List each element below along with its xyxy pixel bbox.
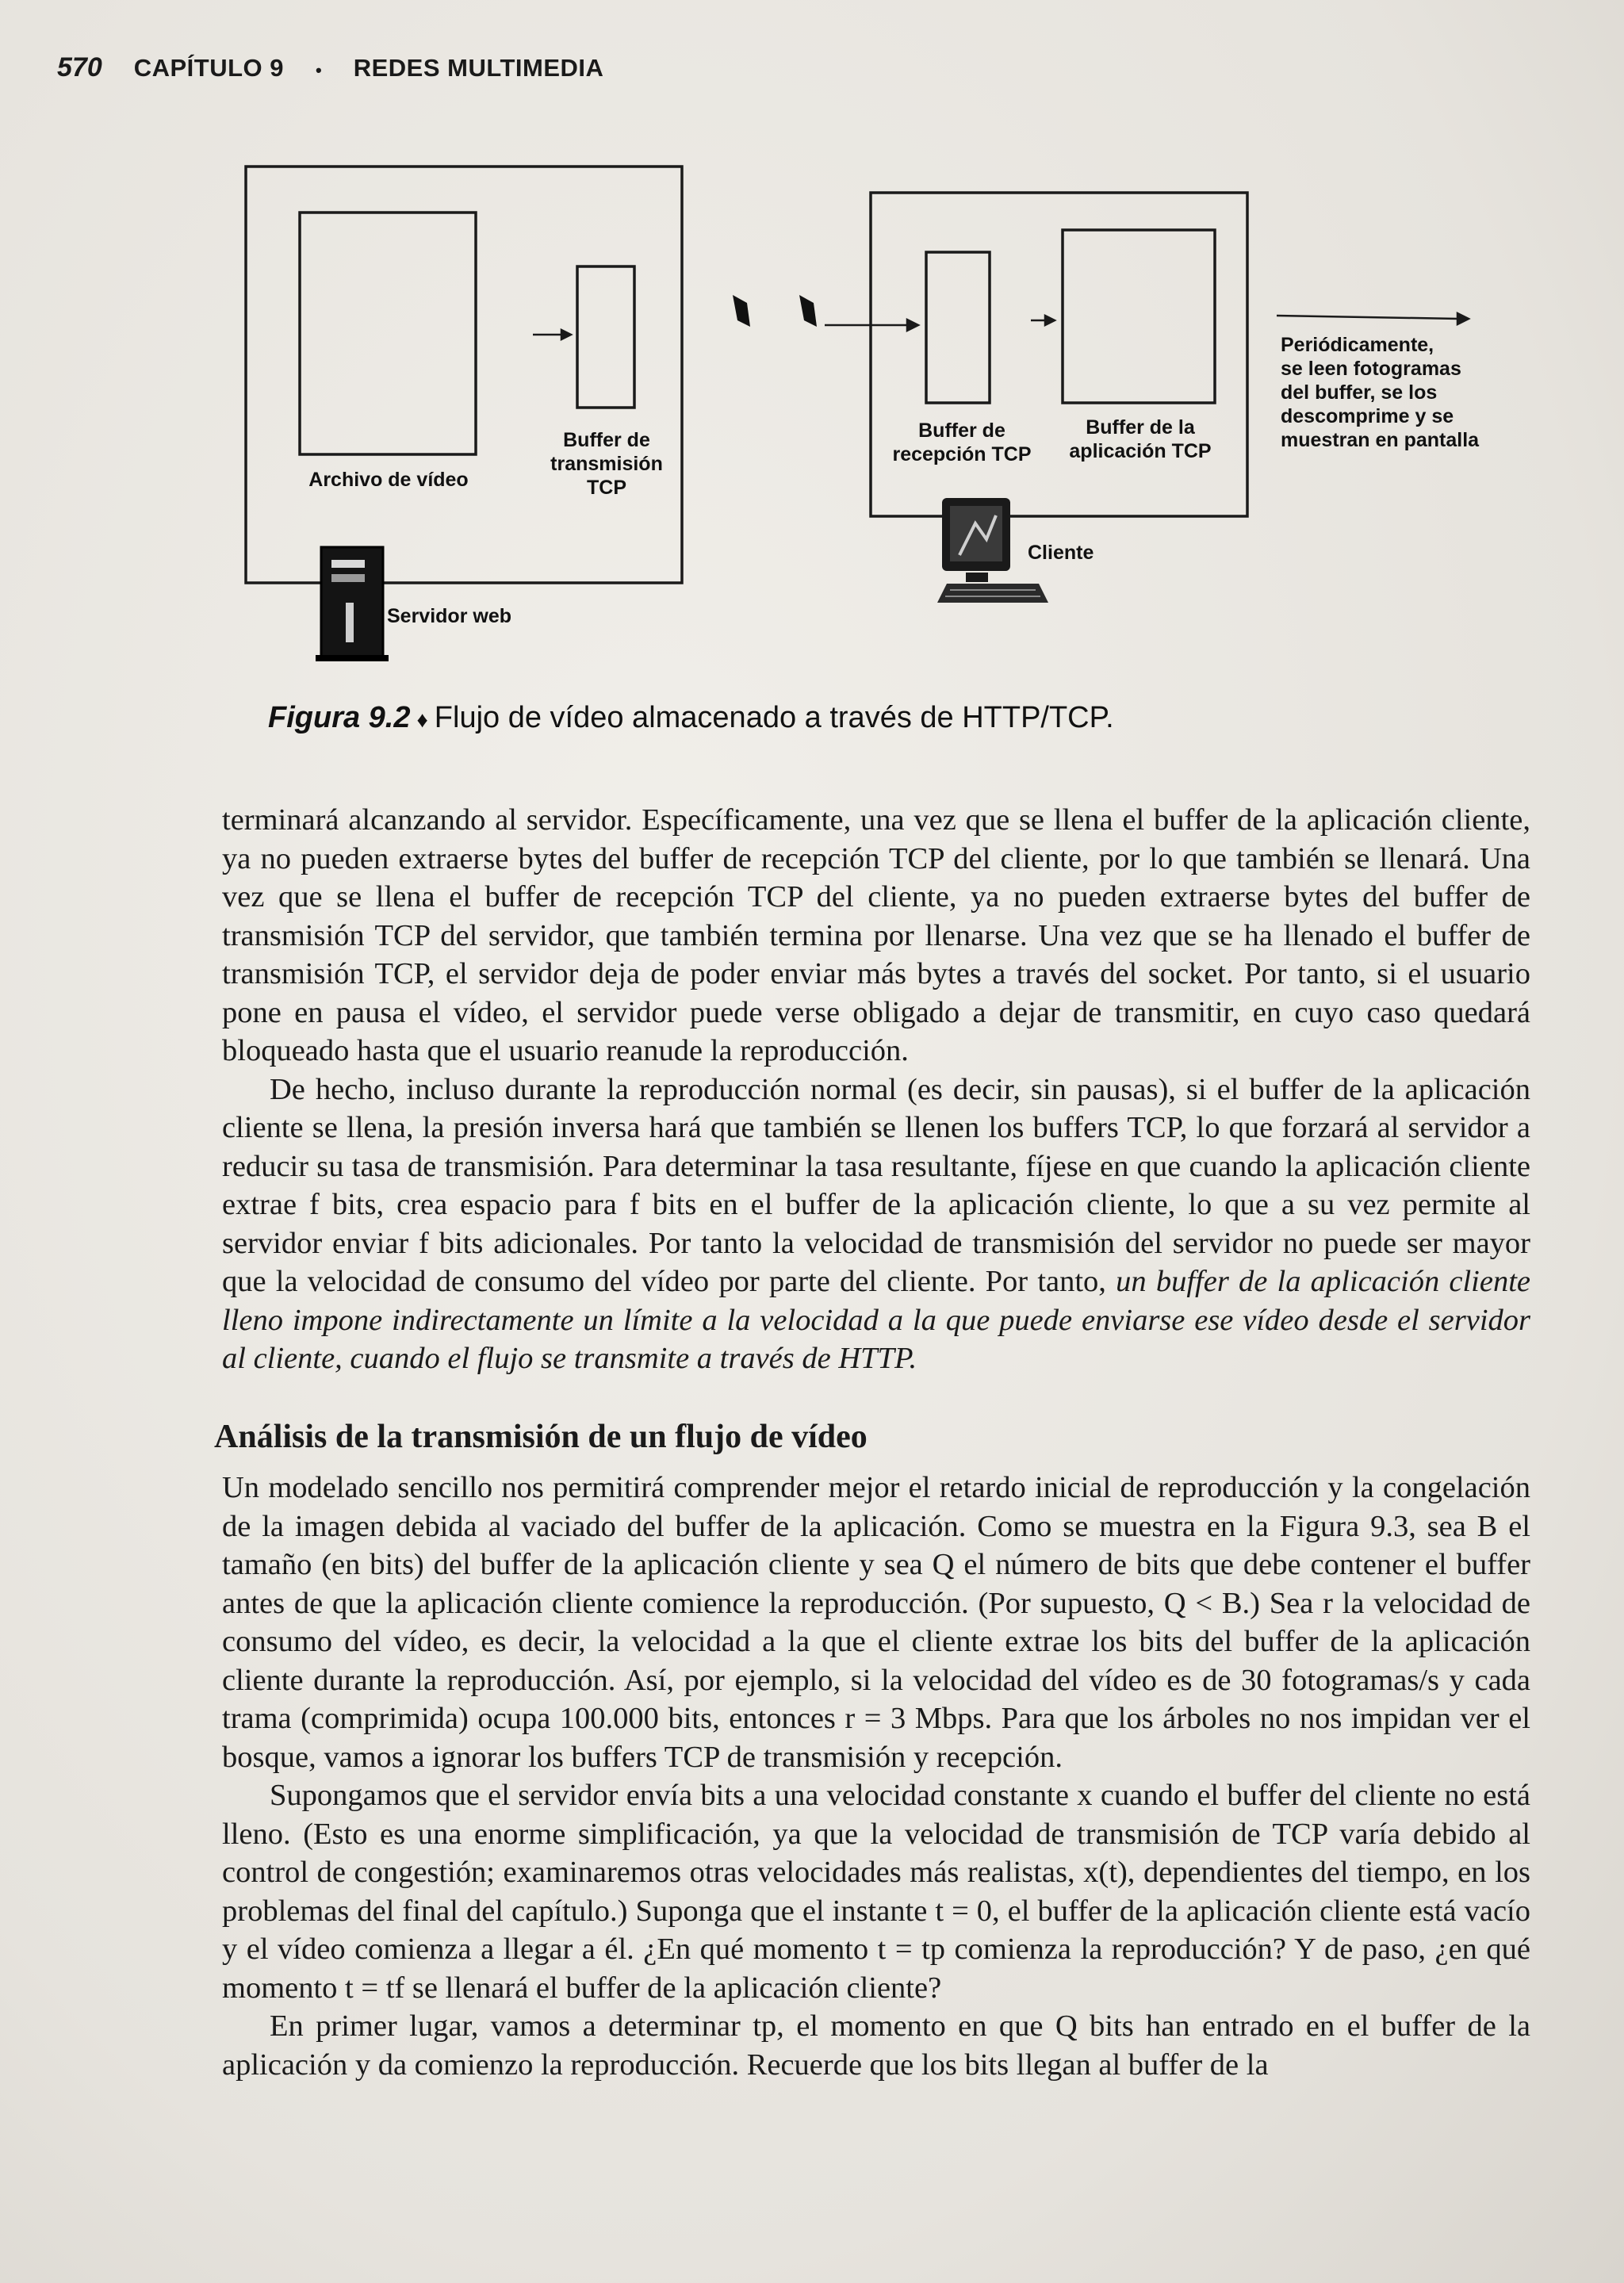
label-video-file: Archivo de vídeo [308,469,469,491]
label-periodic-display: Periódicamente, se leen fotogramas del buffer, se los descomprime y se muestran en pantalla [1281,334,1480,451]
paragraph-2-emphasis: un buffer de la aplicación cliente lleno impone indirectamente un límite a la velocidad a la que puede enviarse ese vídeo desde el servidor al cliente, cuando el flujo se transmite a través de HTTP. [222,1265,1530,1375]
label-web-server: Servidor web [387,605,511,627]
label-rx-buffer: Buffer de recepción TCP [892,419,1032,465]
server-box [246,167,682,583]
server-tower-icon [316,547,389,661]
paragraph-2-text: De hecho, incluso durante la reproducción normal (es decir, sin pausas), si el buffer de la aplicación cliente se llena, la presión inversa hará que también se llenen los buffers TCP, lo que forzará al servidor a reducir su tasa de transmisión. Para determinar la tasa resultante, fíjese en que cuando la aplicación cliente extrae f bits, crea espacio para f bits en el buffer de la aplicación cliente, lo que a su vez permite al servidor enviar f bits adicionales. Por tanto la velocidad de transmisión del servidor no puede ser mayor que la velocidad de consumo del vídeo por parte del cliente. Por tanto, [222,1072,1530,1298]
page-number: 570 [57,52,102,82]
rx-buffer-box [926,252,990,403]
label-app-buffer: Buffer de la aplicación TCP [1069,416,1212,462]
label-tx-buffer: Buffer de transmisión TCP [550,429,663,499]
paragraph-5: En primer lugar, vamos a determinar tp, el momento en que Q bits han entrado en el buffer de la aplicación y da comienzo la reproducción. Recuerde que los bits llegan al buffer de la [222,2009,1530,2082]
packets [733,295,817,327]
body-text [214,801,1530,2084]
section-heading: Análisis de la transmisión de un flujo de vídeo [214,1418,868,1455]
figure-9-2 [0,0,1624,761]
label-client: Cliente [1028,542,1094,564]
paragraph-4: Supongamos que el servidor envía bits a una velocidad constante x cuando el buffer del cliente no está lleno. (Esto es una enorme simplificación, ya que la velocidad de transmisión de TCP varía debido al control de congestión; examinaremos otras velocidades más realistas, x(t), dependientes del tiempo, en los problemas del final del capítulo.) Suponga que el instante t = 0, el buffer de la aplicación cliente está vacío y el vídeo comienza a llegar a él. ¿En qué momento t = tp comienza la reproducción? Y de paso, ¿en qué momento t = tf se llenará el buffer de la aplicación cliente? [222,1779,1530,2005]
chapter-label: CAPÍTULO 9 [133,54,285,82]
app-buffer-box [1063,230,1215,403]
figure-number: Figura 9.2 [268,701,411,734]
caption-text: Flujo de vídeo almacenado a través de HTTP/TCP. [434,701,1114,734]
arrow-to-display [1457,313,1469,324]
chapter-title: REDES MULTIMEDIA [353,54,604,82]
arrow-rx-to-app [1045,316,1055,325]
caption-bullet: ♦ [416,707,428,732]
arrow-to-rx [907,320,918,331]
video-file-box [300,213,476,454]
figure-caption [268,701,1114,735]
paragraph-3: Un modelado sencillo nos permitirá comprender mejor el retardo inicial de reproducción y la congelación de la imagen debida al vaciado del buffer de la aplicación. Como se muestra en la Figura 9.3, sea B el tamaño (en bits) del buffer de la aplicación cliente y sea Q el número de bits que debe contener el buffer antes de que la aplicación cliente comience la reproducción. (Por supuesto, Q < B.) Sea r la velocidad de consumo del vídeo, es decir, la velocidad a la que el cliente extrae los bits del buffer de la aplicación cliente durante la reproducción. Así, por ejemplo, si la velocidad del vídeo es de 30 fotogramas/s y cada trama (comprimida) ocupa 100.000 bits, entonces r = 3 Mbps. Para que los árboles no nos impidan ver el bosque, vamos a ignorar los buffers TCP de transmisión y recepción. [222,1471,1530,1774]
paragraph-2 [222,1071,1530,1378]
tx-buffer-box [577,266,634,408]
arrow-file-to-tx [561,330,571,339]
header-separator: • [316,60,322,80]
paragraph-1: terminará alcanzando al servidor. Específicamente, una vez que se llena el buffer de la aplicación cliente, ya no pueden extraerse bytes del buffer de recepción TCP del cliente, por lo que también se llenará. Una vez que se llena el buffer de recepción TCP del cliente, ya no pueden extraerse bytes del buffer de transmisión TCP del servidor, que también termina por llenarse. Una vez que se ha llenado el buffer de transmisión TCP, el servidor deja de poder enviar más bytes a través del socket. Por tanto, si el usuario pone en pausa el vídeo, el servidor puede verse obligado a dejar de transmitir, en cuyo caso quedará bloqueado hasta que el usuario reanude la reproducción. [222,803,1530,1067]
